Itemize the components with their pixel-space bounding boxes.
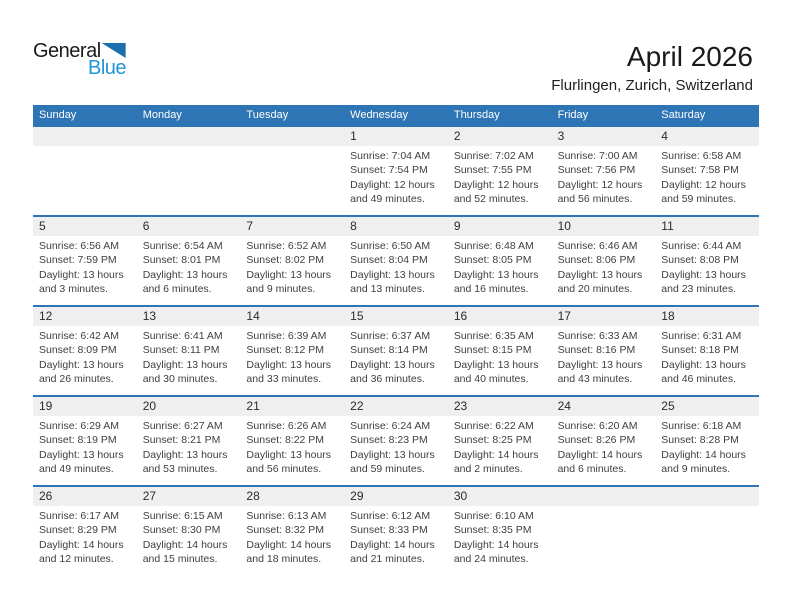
day-cell-29 bbox=[344, 487, 448, 575]
sunset-text: Sunset: 8:28 PM bbox=[661, 434, 739, 447]
sunset-text: Sunset: 8:30 PM bbox=[142, 524, 221, 537]
day-cell-3 bbox=[552, 127, 656, 215]
sunset-text: Sunset: 8:08 PM bbox=[661, 254, 739, 267]
sunrise-text: Sunrise: 6:41 AM bbox=[142, 330, 223, 342]
day-cell-4 bbox=[655, 127, 759, 215]
title-block bbox=[551, 40, 753, 95]
general-blue-logo bbox=[33, 40, 126, 78]
day-details bbox=[137, 506, 241, 567]
sunset-text: Sunset: 8:05 PM bbox=[453, 254, 532, 267]
daylight-text: Daylight: 13 hours and 56 minutes. bbox=[246, 448, 332, 476]
day-number: 4 bbox=[655, 127, 759, 146]
week-row bbox=[33, 395, 759, 485]
sunset-text: Sunset: 8:25 PM bbox=[453, 434, 532, 447]
daylight-text: Daylight: 14 hours and 24 minutes. bbox=[453, 538, 539, 566]
sunrise-text: Sunrise: 6:37 AM bbox=[350, 330, 431, 342]
sunset-text: Sunset: 8:35 PM bbox=[453, 524, 532, 537]
weekday-header-monday: Monday bbox=[142, 109, 182, 121]
day-details bbox=[655, 416, 759, 477]
sunrise-text: Sunrise: 6:54 AM bbox=[142, 240, 223, 252]
weekday-header-wednesday: Wednesday bbox=[350, 109, 409, 121]
day-details bbox=[344, 416, 448, 477]
day-number bbox=[137, 127, 241, 146]
week-row bbox=[33, 215, 759, 305]
day-details bbox=[552, 326, 656, 387]
day-cell-1 bbox=[344, 127, 448, 215]
sunrise-text: Sunrise: 6:44 AM bbox=[661, 240, 742, 252]
day-details bbox=[655, 326, 759, 387]
day-number: 20 bbox=[137, 397, 241, 416]
sunset-text: Sunset: 8:14 PM bbox=[350, 344, 428, 357]
day-number: 3 bbox=[552, 127, 656, 146]
daylight-text: Daylight: 14 hours and 21 minutes. bbox=[350, 538, 435, 566]
sunset-text: Sunset: 8:15 PM bbox=[453, 344, 532, 357]
week-row bbox=[33, 125, 759, 215]
sunrise-text: Sunrise: 7:02 AM bbox=[453, 150, 534, 162]
week-row bbox=[33, 485, 759, 575]
day-details bbox=[344, 236, 448, 297]
month-title: April 2026 bbox=[626, 41, 753, 72]
day-cell-17 bbox=[552, 307, 656, 395]
sunset-text: Sunset: 8:23 PM bbox=[350, 434, 428, 447]
day-details bbox=[240, 416, 344, 477]
calendar-weeks bbox=[33, 125, 759, 575]
day-cell-18 bbox=[655, 307, 759, 395]
sunset-text: Sunset: 8:32 PM bbox=[246, 524, 325, 537]
empty-day-cell bbox=[552, 487, 656, 575]
day-details bbox=[552, 146, 656, 207]
day-cell-15 bbox=[344, 307, 448, 395]
sunset-text: Sunset: 8:22 PM bbox=[246, 434, 325, 447]
sunrise-text: Sunrise: 6:17 AM bbox=[39, 510, 119, 522]
day-cell-2 bbox=[448, 127, 552, 215]
day-cell-20 bbox=[137, 397, 241, 485]
daylight-text: Daylight: 14 hours and 2 minutes. bbox=[453, 448, 539, 476]
sunrise-text: Sunrise: 6:58 AM bbox=[661, 150, 742, 162]
sunset-text: Sunset: 7:58 PM bbox=[661, 164, 739, 177]
sunset-text: Sunset: 8:06 PM bbox=[557, 254, 636, 267]
sunset-text: Sunset: 7:55 PM bbox=[453, 164, 532, 177]
sunrise-text: Sunrise: 6:48 AM bbox=[453, 240, 534, 252]
logo-text-blue: Blue bbox=[88, 57, 127, 79]
sunrise-text: Sunrise: 6:20 AM bbox=[557, 420, 638, 432]
day-cell-26 bbox=[33, 487, 137, 575]
day-cell-27 bbox=[137, 487, 241, 575]
day-number: 28 bbox=[240, 487, 344, 506]
daylight-text: Daylight: 14 hours and 9 minutes. bbox=[661, 448, 746, 476]
sunset-text: Sunset: 8:04 PM bbox=[350, 254, 428, 267]
sunrise-text: Sunrise: 6:15 AM bbox=[142, 510, 223, 522]
daylight-text: Daylight: 12 hours and 59 minutes. bbox=[661, 178, 746, 206]
day-cell-24 bbox=[552, 397, 656, 485]
day-details bbox=[552, 236, 656, 297]
sunrise-text: Sunrise: 6:50 AM bbox=[350, 240, 431, 252]
day-number: 6 bbox=[137, 217, 241, 236]
day-cell-12 bbox=[33, 307, 137, 395]
sunset-text: Sunset: 8:18 PM bbox=[661, 344, 739, 357]
day-number: 9 bbox=[448, 217, 552, 236]
day-number: 5 bbox=[33, 217, 137, 236]
day-cell-23 bbox=[448, 397, 552, 485]
day-details bbox=[448, 416, 552, 477]
day-details bbox=[240, 326, 344, 387]
daylight-text: Daylight: 13 hours and 40 minutes. bbox=[453, 358, 539, 386]
day-details bbox=[344, 506, 448, 567]
empty-day-cell bbox=[240, 127, 344, 215]
day-number: 14 bbox=[240, 307, 344, 326]
day-details bbox=[552, 416, 656, 477]
sunset-text: Sunset: 8:16 PM bbox=[557, 344, 636, 357]
sunrise-text: Sunrise: 6:22 AM bbox=[453, 420, 534, 432]
sunrise-text: Sunrise: 6:31 AM bbox=[661, 330, 742, 342]
day-number: 10 bbox=[552, 217, 656, 236]
day-cell-28 bbox=[240, 487, 344, 575]
day-cell-11 bbox=[655, 217, 759, 305]
day-details bbox=[33, 416, 137, 477]
daylight-text: Daylight: 12 hours and 56 minutes. bbox=[557, 178, 643, 206]
day-number: 19 bbox=[33, 397, 137, 416]
daylight-text: Daylight: 14 hours and 6 minutes. bbox=[557, 448, 643, 476]
logo-triangle-icon bbox=[102, 43, 126, 58]
day-number: 12 bbox=[33, 307, 137, 326]
weekday-header-sunday: Sunday bbox=[39, 109, 77, 121]
day-cell-22 bbox=[344, 397, 448, 485]
day-cell-30 bbox=[448, 487, 552, 575]
daylight-text: Daylight: 13 hours and 6 minutes. bbox=[142, 268, 228, 296]
day-details bbox=[33, 236, 137, 297]
sunset-text: Sunset: 8:29 PM bbox=[39, 524, 117, 537]
sunrise-text: Sunrise: 6:33 AM bbox=[557, 330, 638, 342]
daylight-text: Daylight: 12 hours and 52 minutes. bbox=[453, 178, 539, 206]
logo-text-general: General bbox=[33, 40, 101, 62]
sunset-text: Sunset: 8:12 PM bbox=[246, 344, 325, 357]
weekday-header-thursday: Thursday bbox=[453, 109, 500, 121]
sunset-text: Sunset: 8:11 PM bbox=[142, 344, 220, 357]
sunrise-text: Sunrise: 6:13 AM bbox=[246, 510, 327, 522]
weekday-header-tuesday: Tuesday bbox=[246, 109, 289, 121]
sunrise-text: Sunrise: 6:52 AM bbox=[246, 240, 327, 252]
daylight-text: Daylight: 13 hours and 23 minutes. bbox=[661, 268, 746, 296]
empty-day-cell bbox=[655, 487, 759, 575]
sunrise-text: Sunrise: 7:00 AM bbox=[557, 150, 638, 162]
daylight-text: Daylight: 13 hours and 43 minutes. bbox=[557, 358, 643, 386]
day-cell-9 bbox=[448, 217, 552, 305]
daylight-text: Daylight: 13 hours and 26 minutes. bbox=[39, 358, 124, 386]
sunrise-text: Sunrise: 6:26 AM bbox=[246, 420, 327, 432]
day-number: 21 bbox=[240, 397, 344, 416]
daylight-text: Daylight: 13 hours and 13 minutes. bbox=[350, 268, 435, 296]
day-number: 8 bbox=[344, 217, 448, 236]
calendar-table bbox=[33, 105, 759, 575]
day-number: 30 bbox=[448, 487, 552, 506]
day-number bbox=[33, 127, 137, 146]
sunrise-text: Sunrise: 6:39 AM bbox=[246, 330, 327, 342]
sunset-text: Sunset: 8:02 PM bbox=[246, 254, 325, 267]
sunset-text: Sunset: 8:19 PM bbox=[39, 434, 117, 447]
sunrise-text: Sunrise: 6:35 AM bbox=[453, 330, 534, 342]
day-details bbox=[655, 236, 759, 297]
day-number: 15 bbox=[344, 307, 448, 326]
day-cell-19 bbox=[33, 397, 137, 485]
day-number: 13 bbox=[137, 307, 241, 326]
day-details bbox=[137, 416, 241, 477]
daylight-text: Daylight: 13 hours and 59 minutes. bbox=[350, 448, 435, 476]
day-details bbox=[344, 146, 448, 207]
day-cell-7 bbox=[240, 217, 344, 305]
sunrise-text: Sunrise: 6:29 AM bbox=[39, 420, 119, 432]
day-cell-25 bbox=[655, 397, 759, 485]
day-cell-10 bbox=[552, 217, 656, 305]
day-number: 25 bbox=[655, 397, 759, 416]
sunrise-text: Sunrise: 6:12 AM bbox=[350, 510, 431, 522]
day-number: 24 bbox=[552, 397, 656, 416]
daylight-text: Daylight: 13 hours and 33 minutes. bbox=[246, 358, 332, 386]
sunrise-text: Sunrise: 7:04 AM bbox=[350, 150, 431, 162]
day-details bbox=[448, 326, 552, 387]
sunset-text: Sunset: 8:01 PM bbox=[142, 254, 221, 267]
daylight-text: Daylight: 14 hours and 12 minutes. bbox=[39, 538, 124, 566]
sunrise-text: Sunrise: 6:46 AM bbox=[557, 240, 638, 252]
location-subtitle: Flurlingen, Zurich, Switzerland bbox=[551, 77, 753, 94]
daylight-text: Daylight: 13 hours and 53 minutes. bbox=[142, 448, 228, 476]
week-row bbox=[33, 305, 759, 395]
day-number bbox=[552, 487, 656, 506]
day-number: 29 bbox=[344, 487, 448, 506]
day-cell-16 bbox=[448, 307, 552, 395]
daylight-text: Daylight: 13 hours and 16 minutes. bbox=[453, 268, 539, 296]
daylight-text: Daylight: 13 hours and 36 minutes. bbox=[350, 358, 435, 386]
sunrise-text: Sunrise: 6:24 AM bbox=[350, 420, 431, 432]
weekday-header-friday: Friday bbox=[557, 109, 589, 121]
day-details bbox=[655, 146, 759, 207]
day-cell-13 bbox=[137, 307, 241, 395]
day-number: 16 bbox=[448, 307, 552, 326]
daylight-text: Daylight: 14 hours and 15 minutes. bbox=[142, 538, 228, 566]
sunrise-text: Sunrise: 6:27 AM bbox=[142, 420, 223, 432]
sunrise-text: Sunrise: 6:10 AM bbox=[453, 510, 534, 522]
day-details bbox=[448, 236, 552, 297]
day-details bbox=[448, 146, 552, 207]
daylight-text: Daylight: 12 hours and 49 minutes. bbox=[350, 178, 435, 206]
weekday-header-saturday: Saturday bbox=[661, 109, 706, 121]
day-cell-5 bbox=[33, 217, 137, 305]
day-cell-21 bbox=[240, 397, 344, 485]
day-details bbox=[33, 506, 137, 567]
day-details bbox=[240, 506, 344, 567]
day-cell-8 bbox=[344, 217, 448, 305]
sunset-text: Sunset: 8:26 PM bbox=[557, 434, 636, 447]
sunrise-text: Sunrise: 6:18 AM bbox=[661, 420, 742, 432]
day-number bbox=[655, 487, 759, 506]
day-number: 11 bbox=[655, 217, 759, 236]
daylight-text: Daylight: 13 hours and 49 minutes. bbox=[39, 448, 124, 476]
sunset-text: Sunset: 7:59 PM bbox=[39, 254, 117, 267]
sunset-text: Sunset: 7:54 PM bbox=[350, 164, 428, 177]
daylight-text: Daylight: 13 hours and 3 minutes. bbox=[39, 268, 124, 296]
day-number: 27 bbox=[137, 487, 241, 506]
day-details bbox=[344, 326, 448, 387]
daylight-text: Daylight: 14 hours and 18 minutes. bbox=[246, 538, 332, 566]
day-number: 23 bbox=[448, 397, 552, 416]
day-details bbox=[33, 326, 137, 387]
day-number: 18 bbox=[655, 307, 759, 326]
day-cell-6 bbox=[137, 217, 241, 305]
sunset-text: Sunset: 8:09 PM bbox=[39, 344, 117, 357]
empty-day-cell bbox=[33, 127, 137, 215]
sunset-text: Sunset: 7:56 PM bbox=[557, 164, 636, 177]
daylight-text: Daylight: 13 hours and 46 minutes. bbox=[661, 358, 746, 386]
day-number: 2 bbox=[448, 127, 552, 146]
daylight-text: Daylight: 13 hours and 30 minutes. bbox=[142, 358, 228, 386]
day-details bbox=[240, 236, 344, 297]
day-number bbox=[240, 127, 344, 146]
sunrise-text: Sunrise: 6:56 AM bbox=[39, 240, 119, 252]
sunset-text: Sunset: 8:21 PM bbox=[142, 434, 221, 447]
sunrise-text: Sunrise: 6:42 AM bbox=[39, 330, 119, 342]
daylight-text: Daylight: 13 hours and 9 minutes. bbox=[246, 268, 332, 296]
day-number: 1 bbox=[344, 127, 448, 146]
day-number: 26 bbox=[33, 487, 137, 506]
day-details bbox=[137, 326, 241, 387]
day-details bbox=[448, 506, 552, 567]
day-cell-14 bbox=[240, 307, 344, 395]
day-details bbox=[137, 236, 241, 297]
empty-day-cell bbox=[137, 127, 241, 215]
day-number: 22 bbox=[344, 397, 448, 416]
day-number: 17 bbox=[552, 307, 656, 326]
sunset-text: Sunset: 8:33 PM bbox=[350, 524, 428, 537]
day-number: 7 bbox=[240, 217, 344, 236]
daylight-text: Daylight: 13 hours and 20 minutes. bbox=[557, 268, 643, 296]
weekday-header-row bbox=[33, 105, 759, 125]
